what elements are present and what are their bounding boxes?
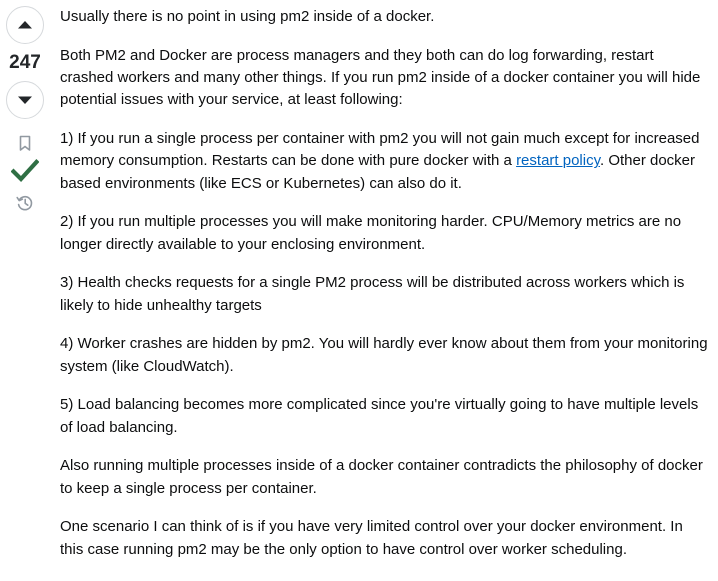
accepted-check-icon: [11, 158, 39, 184]
history-button[interactable]: [15, 193, 35, 213]
answer-body: [60, 6, 710, 577]
restart-policy-link[interactable]: restart policy: [516, 152, 600, 170]
bookmark-icon: [16, 134, 34, 152]
bookmark-button[interactable]: [16, 134, 34, 152]
history-icon: [15, 193, 35, 213]
answer-paragraph: 5) Load balancing becomes more complicated since you're virtually going to have multiple levels of load balancing.: [60, 396, 699, 436]
downvote-button[interactable]: [6, 81, 44, 119]
answer-paragraph: Also running multiple processes inside of a docker container contradicts the philosophy of docker to keep a single process per container.: [60, 457, 703, 497]
answer-paragraph: Both PM2 and Docker are process managers and they both can do log forwarding, restart crashed workers and many other things. If you run pm2 inside of a docker container you will hide potential issues with your service, at least following:: [60, 46, 701, 109]
upvote-icon: [16, 16, 34, 34]
answer-text: . Other docker based environments (like ECS or Kubernetes) can also do it.: [60, 152, 696, 192]
vote-cell: [0, 0, 50, 213]
downvote-icon: [16, 91, 34, 109]
answer-paragraph: 3) Health checks requests for a single PM2 process will be distributed across workers which is likely to hide unhealthy targets: [60, 274, 685, 314]
answer-paragraph: 4) Worker crashes are hidden by pm2. You will hardly ever know about them from your monitoring system (like CloudWatch).: [60, 335, 708, 375]
accepted-answer-indicator: [11, 158, 39, 184]
answer-text: 1) If you run a single process per container with pm2 you will not gain much except for increased memory consumption. Restarts can be done with pure docker with a: [60, 130, 700, 170]
answer-paragraph: Usually there is no point in using pm2 inside of a docker.: [60, 8, 435, 25]
vote-count: 247: [9, 52, 41, 73]
upvote-button[interactable]: [6, 6, 44, 44]
answer-paragraph: 2) If you run multiple processes you will make monitoring harder. CPU/Memory metrics are no longer directly available to your enclosing environment.: [60, 213, 682, 253]
answer-paragraph: [60, 128, 710, 195]
answer-paragraph: One scenario I can think of is if you have very limited control over your docker environment. In this case running pm2 may be the only option to have control over worker scheduling.: [60, 518, 683, 558]
